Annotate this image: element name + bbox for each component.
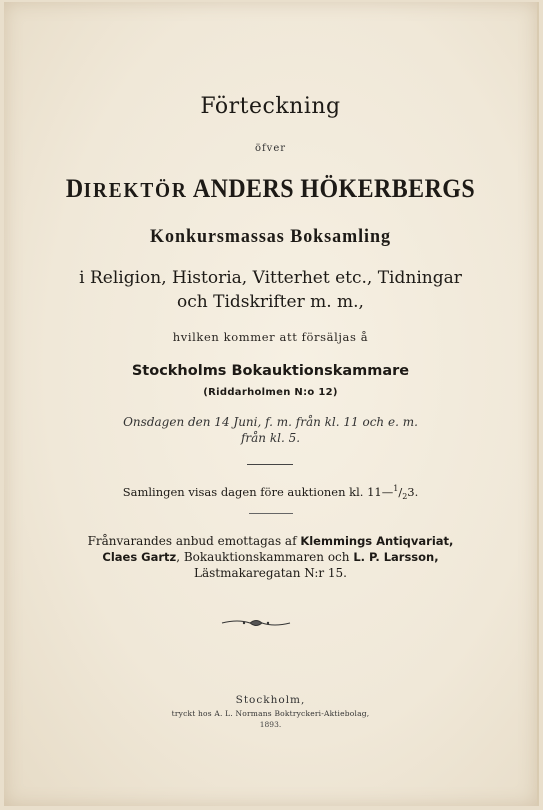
bids-line-3: Lästmakaregatan N:r 15. xyxy=(193,566,347,580)
imprint-year: 1893. xyxy=(259,720,282,729)
viewing-line: Samlingen visas dagen före auktionen kl. $11—^1/_23$. xyxy=(122,484,419,502)
bookseller-larsson: L. P. Larsson, xyxy=(353,550,439,564)
owner-prefix-initial: D xyxy=(65,174,84,203)
sale-line: hvilken kommer att försäljas å xyxy=(172,330,369,344)
divider-rule xyxy=(249,513,293,514)
subjects-line-2: och Tidskrifter m. m., xyxy=(177,292,364,312)
divider-rule xyxy=(247,464,293,465)
collection-line: Konkursmassas Boksamling xyxy=(150,226,391,247)
bids-line-2-text: , Bokauktionskammaren och xyxy=(176,550,354,564)
bids-block xyxy=(4,533,537,581)
date-line-1: Onsdagen den 14 Juni, f. m. från kl. 11 och e. m. xyxy=(123,415,418,429)
viewing-fraction-denominator: 2 xyxy=(402,492,408,502)
page-title: Förteckning xyxy=(200,94,341,119)
subjects-line-1: i Religion, Historia, Vitterhet etc., Tidningar xyxy=(79,268,462,288)
viewing-text: Samlingen visas dagen före auktionen kl. 11— xyxy=(122,484,394,499)
bids-line-1-text: Frånvarandes anbud emottagas af xyxy=(87,534,301,548)
venue-name: Stockholms Bokauktionskammare xyxy=(131,363,410,379)
title-page xyxy=(4,2,539,806)
bookseller-klemmings: Klemmings Antiqvariat, xyxy=(300,534,454,548)
bids-line-1 xyxy=(4,533,537,549)
bids-line-2 xyxy=(4,549,537,565)
venue-address: (Riddarholmen N:o 12) xyxy=(203,387,338,398)
ofver-line: öfver xyxy=(254,143,287,154)
imprint-city: Stockholm, xyxy=(235,694,306,706)
subjects-block xyxy=(4,266,537,314)
viewing-fraction-numerator: 1 xyxy=(393,484,399,493)
imprint-printer: tryckt hos A. L. Normans Boktryckeri-Aktiebolag, xyxy=(171,709,370,718)
owner-prefix-rest: IREKTÖR xyxy=(83,178,188,202)
date-line-2: från kl. 5. xyxy=(240,431,301,445)
ornament-icon xyxy=(220,616,292,630)
owner-name: ANDERS HÖKERBERGS xyxy=(192,174,476,203)
viewing-end: 3. xyxy=(407,484,419,499)
bookseller-gartz: Claes Gartz xyxy=(102,550,177,564)
owner-line xyxy=(25,174,515,204)
date-block xyxy=(4,414,537,446)
